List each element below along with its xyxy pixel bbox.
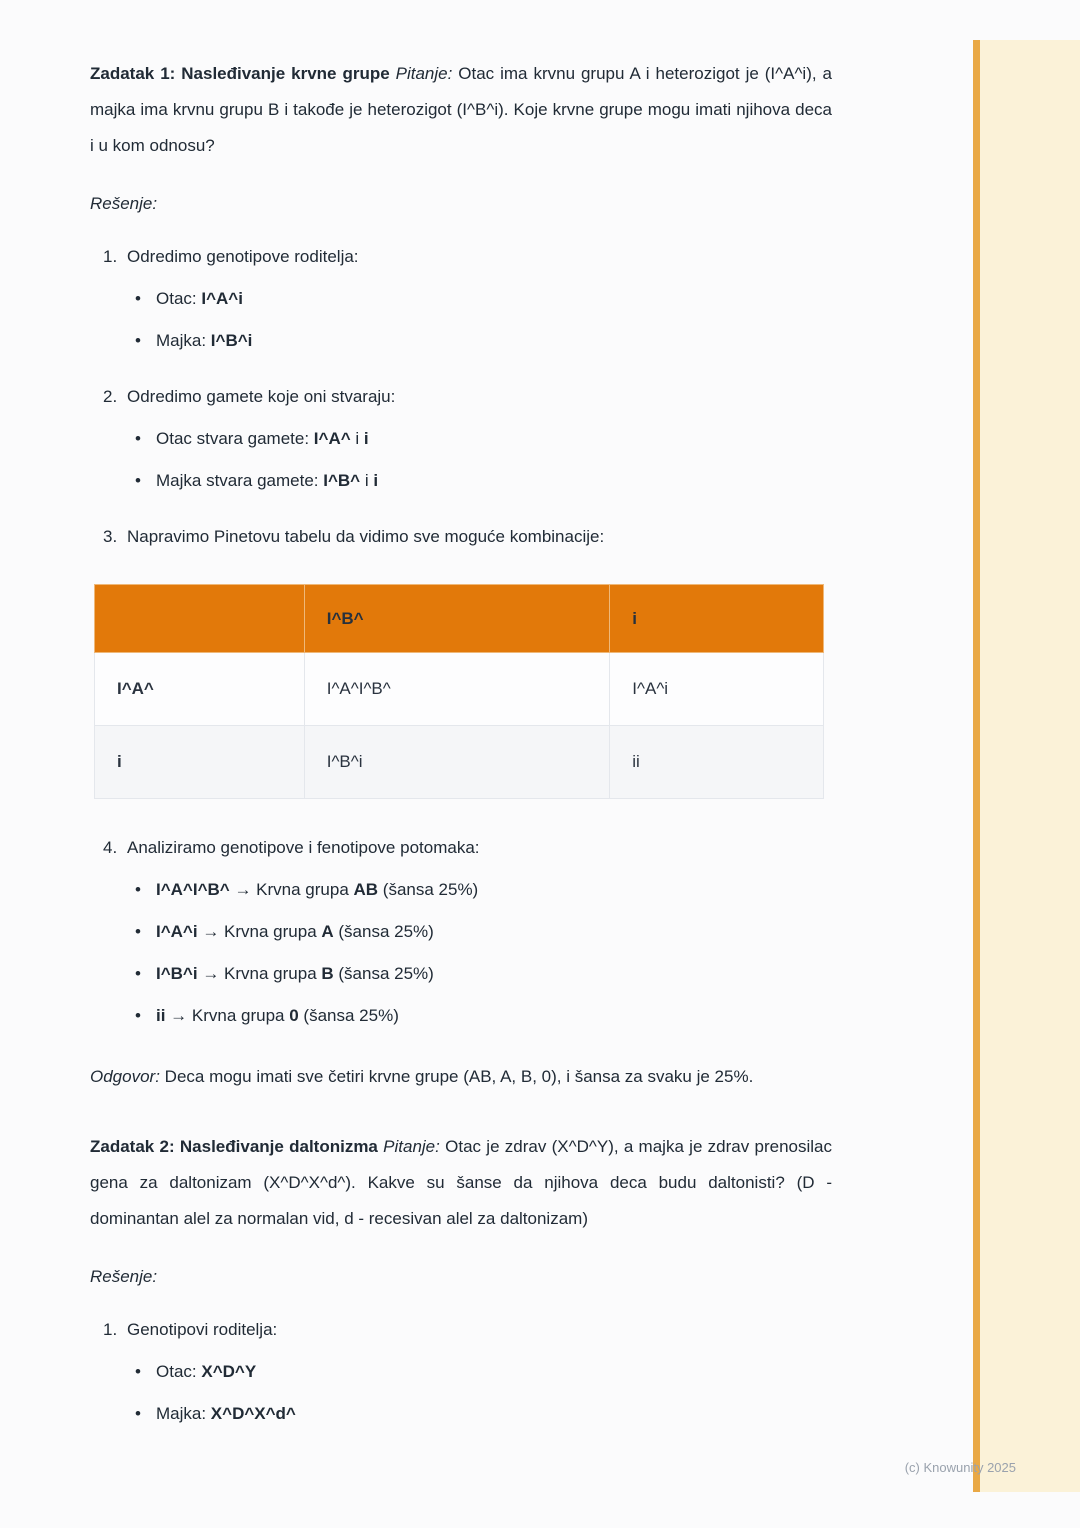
table-cell: ii <box>610 726 824 799</box>
punnett-table <box>94 584 824 799</box>
accent-line <box>973 40 980 1492</box>
table-header-row <box>95 585 824 653</box>
bullet-item: • I^A^I^B^ → Krvna grupa AB (šansa 25%) <box>127 875 832 905</box>
bullet-item: • Majka: I^B^i <box>127 326 832 356</box>
table-header-cell-empty <box>95 585 305 653</box>
step-number: 1. <box>103 247 118 266</box>
table-cell: I^A^i <box>610 653 824 726</box>
step-number: 2. <box>103 387 118 406</box>
bullet-item: • I^B^i → Krvna grupa B (šansa 25%) <box>127 959 832 989</box>
step-text: Genotipovi roditelja: <box>127 1320 278 1339</box>
table-row-header: I^A^ <box>95 653 305 726</box>
step-body <box>127 522 832 552</box>
step-number: 3. <box>103 527 118 546</box>
step-text: Odredimo genotipove roditelja: <box>127 247 359 266</box>
task1-question-paragraph: Zadatak 1: Nasleđivanje krvne grupe Pitanje: Otac ima krvnu grupu A i heterozigot je (I^A^i), a majka ima krvnu grupu B i takođe je heterozigot (I^B^i). Koje krvne grupe mogu imati njihova deca i u kom odnosu? <box>90 64 832 155</box>
step-item <box>90 522 832 552</box>
step-item <box>90 382 832 496</box>
bullet-item: • Otac stvara gamete: I^A^ i i <box>127 424 832 454</box>
task1-solution-label: Rešenje: <box>90 194 158 213</box>
step-number: 4. <box>103 838 118 857</box>
table-cell: I^A^I^B^ <box>304 653 610 726</box>
bullet-item: • Majka: X^D^X^d^ <box>127 1399 832 1429</box>
bullet-item: • Otac: I^A^i <box>127 284 832 314</box>
step-number: 1. <box>103 1320 118 1339</box>
task2-solution-label: Rešenje: <box>90 1267 158 1286</box>
step-item <box>90 242 832 356</box>
bullet-item: • I^A^i → Krvna grupa A (šansa 25%) <box>127 917 832 947</box>
table-row <box>95 653 824 726</box>
task2-question-paragraph: Zadatak 2: Nasleđivanje daltonizma Pitanje: Otac je zdrav (X^D^Y), a majka je zdrav prenosilac gena za daltonizam (X^D^X^d^). Kakve su šanse da njihova deca budu daltonisti? (D - dominantan alel za normalan vid, d - recesivan alel za daltonizam) <box>90 1137 832 1228</box>
bullet-list <box>127 424 832 496</box>
bullet-list <box>127 1357 832 1429</box>
step-text: Napravimo Pinetovu tabelu da vidimo sve moguće kombinacije: <box>127 527 605 546</box>
table-cell: I^B^i <box>304 726 610 799</box>
task2-steps-list <box>90 1315 832 1429</box>
task1-answer-paragraph: Odgovor: Deca mogu imati sve četiri krvne grupe (AB, A, B, 0), i šansa za svaku je 25%. <box>90 1067 754 1086</box>
task1-steps-list-continued <box>90 833 832 1031</box>
table-row <box>95 726 824 799</box>
bullet-list <box>127 875 832 1031</box>
table-header-cell: I^B^ <box>304 585 610 653</box>
step-body <box>127 382 832 496</box>
bullet-item: • Majka stvara gamete: I^B^ i i <box>127 466 832 496</box>
step-item <box>90 1315 832 1429</box>
copyright-notice: (c) Knowunity 2025 <box>904 1460 1016 1475</box>
step-body <box>127 1315 832 1429</box>
bullet-item: • ii → Krvna grupa 0 (šansa 25%) <box>127 1001 832 1031</box>
table-header-cell: i <box>610 585 824 653</box>
bullet-item: • Otac: X^D^Y <box>127 1357 832 1387</box>
bullet-list <box>127 284 832 356</box>
table-row-header: i <box>95 726 305 799</box>
step-text: Analiziramo genotipove i fenotipove potomaka: <box>127 838 480 857</box>
document-content <box>90 56 832 1455</box>
accent-band <box>980 40 1080 1492</box>
step-item <box>90 833 832 1031</box>
step-body <box>127 833 832 1031</box>
task1-steps-list <box>90 242 832 552</box>
step-body <box>127 242 832 356</box>
step-text: Odredimo gamete koje oni stvaraju: <box>127 387 396 406</box>
